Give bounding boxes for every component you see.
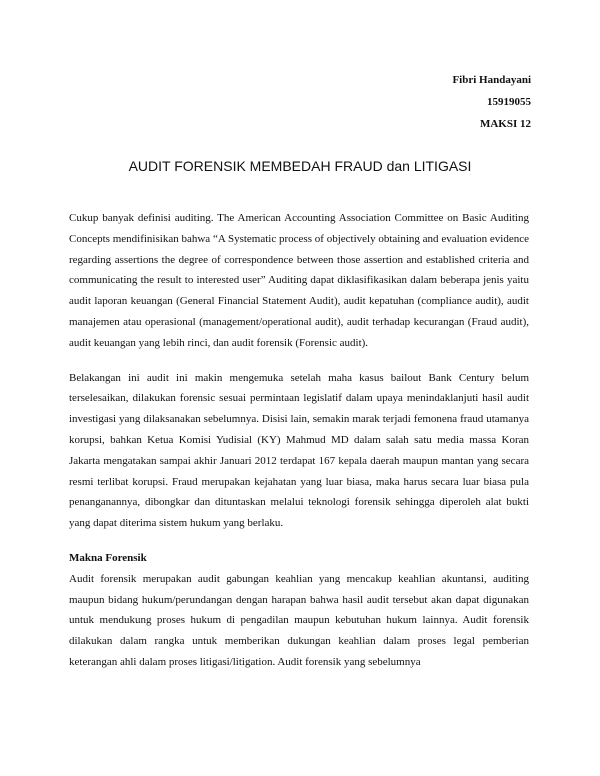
class-name: MAKSI 12 (479, 118, 531, 130)
student-id: 15919055 (487, 96, 531, 108)
document-title: AUDIT FORENSIK MEMBEDAH FRAUD dan LITIGASI (128, 158, 472, 174)
paragraph-background: Belakangan ini audit ini makin mengemuka setelah maha kasus bailout Bank Century belum terselesaikan, dilakukan forensic sesuai permintaan legislatif dalam upaya menindaklanjuti hasil audit investigasi yang dilaksanakan sebelumnya. Disisi lain, semakin marak terjadi femonena fraud utamanya korupsi, bahkan Ketua Komisi Yudisial (KY) Mahmud MD dalam salah satu media massa Koran Jakarta mengatakan sampai akhir Januari 2012 terdapat 167 kepala daerah maupun mantan yang secara resmi terlibat korupsi. Fraud merupakan kejahatan yang luar biasa, maka harus secara luar biasa pula penanganannya, dibongkar dan dituntaskan melalui teknologi forensik sehingga diperoleh alat bukti yang dapat diterima sistem hukum yang berlaku. (69, 371, 529, 530)
section-body: Audit forensik merupakan audit gabungan keahlian yang mencakup keahlian akuntansi, auditing maupun bidang hukum/perundangan dengan harapan bahwa hasil audit tersebut akan dapat digunakan untuk mendukung proses hukum di pengadilan maupun kebutuhan hukum lainnya. Audit forensik dilakukan dalam rangka untuk memberikan dukungan keahlian dalam proses legal pemberian keterangan ahli dalam proses litigasi/litigation. Audit forensik yang sebelumnya (69, 572, 529, 668)
author-name: Fibri Handayani (452, 74, 531, 86)
document-body (69, 208, 529, 673)
author-block (452, 69, 531, 135)
paragraph-auditing-definition: Cukup banyak definisi auditing. The American Accounting Association Committee on Basic Auditing Concepts mendifinisikan bahwa “A Systematic process of objectively obtaining and evaluation evidence regarding assertions the degree of correspondence between those assertion and established criteria and communicating the result to interested user” Auditing dapat diklasifikasikan dalam beberapa jenis yaitu audit laporan keuangan (General Financial Statement Audit), audit kepatuhan (compliance audit), audit manajemen atau operasional (management/operational audit), audit terhadap kecurangan (Fraud audit), audit keuangan yang lebih rinci, dan audit forensik (Forensic audit). (69, 212, 529, 349)
section-heading: Makna Forensik (69, 551, 147, 564)
